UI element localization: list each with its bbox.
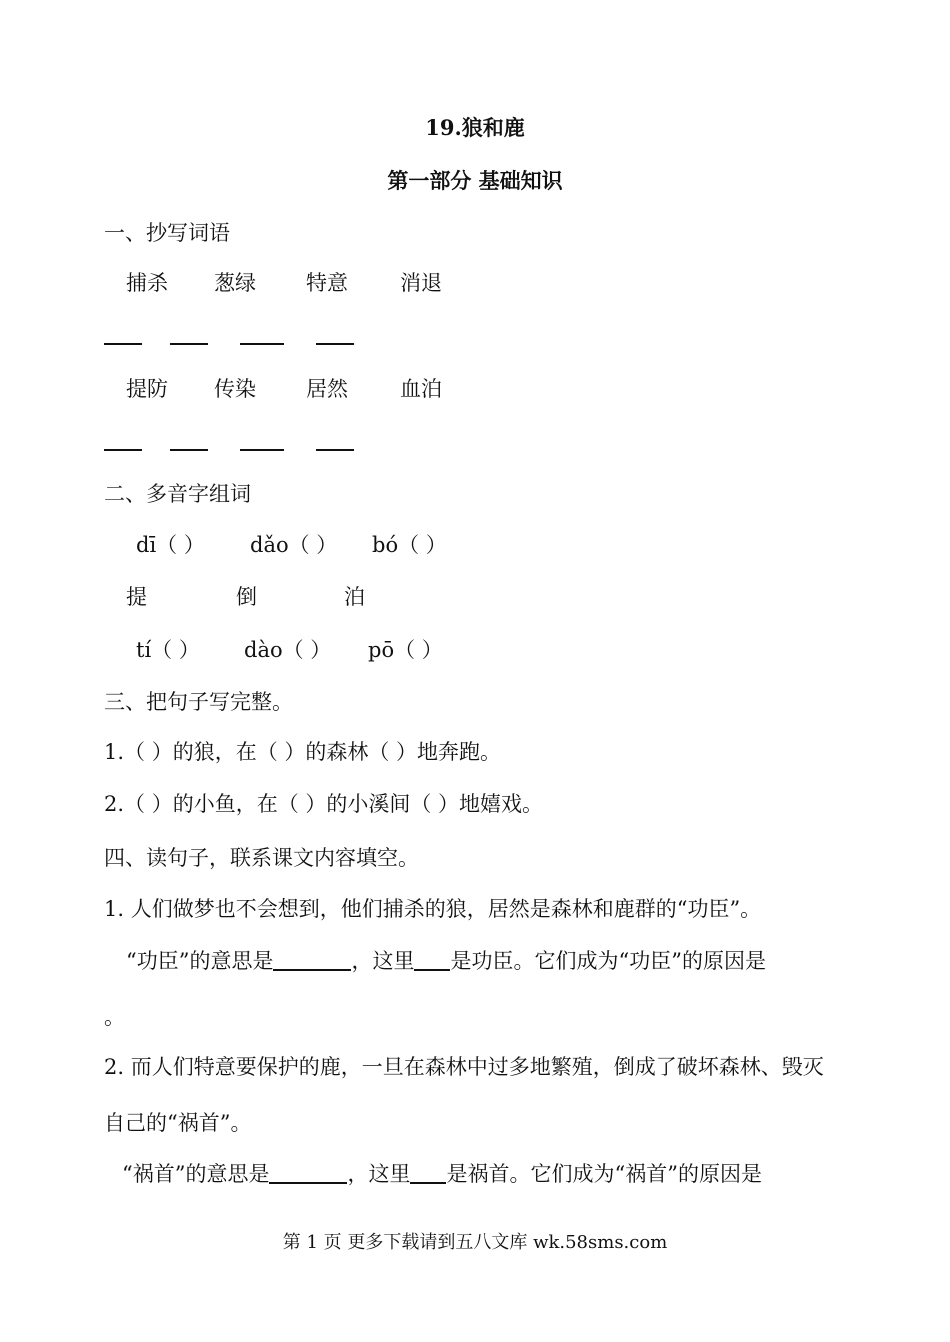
subject-blank[interactable] (414, 949, 450, 971)
polyphone-char: 提 (126, 585, 147, 609)
section1-heading: 一、抄写词语 (104, 221, 230, 245)
word: 捕杀 (126, 271, 168, 295)
question-1-fill-line (126, 948, 766, 974)
sentence-item: 1.（ ）的狼，在（ ）的森林（ ）地奔跑。 (104, 740, 502, 764)
sentence-item: 2.（ ）的小鱼，在（ ）的小溪间（ ）地嬉戏。 (104, 792, 544, 816)
pinyin-blank[interactable]: dǎo（ ） (250, 533, 338, 557)
question-2-fill-line (122, 1161, 762, 1187)
copy-blank[interactable] (170, 449, 208, 451)
pinyin-blank[interactable]: pō（ ） (368, 638, 443, 662)
copy-blank[interactable] (240, 343, 284, 345)
word: 葱绿 (214, 271, 256, 295)
page-footer: 第 1 页 更多下载请到五八文库 wk.58sms.com (282, 1232, 668, 1253)
subject-blank[interactable] (410, 1162, 446, 1184)
pinyin-blank[interactable]: dào（ ） (244, 638, 332, 662)
q2-prompt-reason: 是祸首。它们成为“祸首”的原因是 (446, 1162, 762, 1186)
copy-blank[interactable] (240, 449, 284, 451)
word: 特意 (306, 271, 348, 295)
word: 血泊 (400, 377, 442, 401)
pinyin-blank[interactable]: tí（ ） (136, 638, 200, 662)
question-2-line2: 自己的“祸首”。 (104, 1111, 252, 1135)
q2-prompt-meaning: “祸首”的意思是 (122, 1162, 270, 1186)
section3-heading: 三、把句子写完整。 (104, 690, 293, 714)
pinyin-blank[interactable]: dī（ ） (136, 533, 205, 557)
word: 提防 (126, 377, 168, 401)
polyphone-char: 泊 (344, 585, 365, 609)
copy-blank[interactable] (104, 449, 142, 451)
copy-blank[interactable] (104, 343, 142, 345)
word: 消退 (400, 271, 442, 295)
page-title: 19.狼和鹿 (425, 115, 525, 140)
q1-prompt-reason: 是功臣。它们成为“功臣”的原因是 (450, 949, 766, 973)
copy-blank[interactable] (170, 343, 208, 345)
meaning-blank[interactable] (269, 1162, 347, 1184)
q1-prompt-here: ，这里 (351, 949, 415, 973)
polyphone-char: 倒 (236, 585, 257, 609)
word: 居然 (306, 377, 348, 401)
question-2-line1: 2. 而人们特意要保护的鹿，一旦在森林中过多地繁殖，倒成了破坏森林、毁灭 (104, 1055, 824, 1079)
q1-prompt-meaning: “功臣”的意思是 (126, 949, 274, 973)
copy-blank[interactable] (316, 449, 354, 451)
word: 传染 (214, 377, 256, 401)
question-1-end: 。 (104, 1005, 125, 1029)
section4-heading: 四、读句子，联系课文内容填空。 (104, 846, 419, 870)
pinyin-blank[interactable]: bó（ ） (372, 533, 447, 557)
question-1-sentence: 1. 人们做梦也不会想到，他们捕杀的狼，居然是森林和鹿群的“功臣”。 (104, 897, 762, 921)
part-title: 第一部分 基础知识 (387, 168, 563, 193)
meaning-blank[interactable] (273, 949, 351, 971)
section2-heading: 二、多音字组词 (104, 482, 251, 506)
copy-blank[interactable] (316, 343, 354, 345)
q2-prompt-here: ，这里 (347, 1162, 411, 1186)
